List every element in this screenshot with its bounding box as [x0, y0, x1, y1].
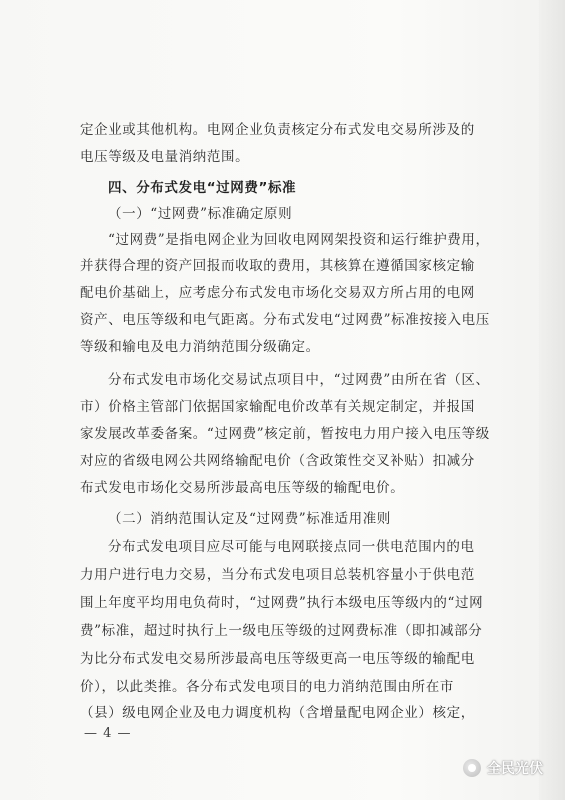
body-line: 家发展改革委备案。“过网费”核定前，暂按电力用户接入电压等级 [80, 426, 490, 442]
body-line: 定企业或其他机构。电网企业负责核定分布式发电交易所涉及的 [80, 122, 475, 138]
body-line: 分布式发电市场化交易试点项目中，“过网费”由所在省（区、 [108, 372, 490, 388]
body-line: 对应的省级电网公共网络输配电价（含政策性交叉补贴）扣减分 [80, 453, 475, 469]
watermark-text: 全民光伏 [487, 761, 543, 777]
subsection-heading: （二）消纳范围认定及“过网费”标准适用准则 [108, 511, 391, 527]
page-edge-shadow [539, 0, 565, 800]
body-line: 布式发电市场化交易所涉最高电压等级的输配电价。 [80, 480, 405, 496]
body-line: 市）价格主管部门依据国家输配电价改革有关规定制定，并报国 [80, 399, 475, 415]
body-line: 力用户进行电力交易，当分布式发电项目总装机容量小于供电范 [80, 567, 475, 583]
body-line: （县）级电网企业及电力调度机构（含增量配电网企业）核定， [80, 705, 475, 721]
body-line: 电压等级及电量消纳范围。 [80, 149, 250, 165]
body-line: 分布式发电项目应尽可能与电网联接点同一供电范围内的电 [108, 539, 475, 555]
body-line: 等级和输电及电力消纳范围分级确定。 [80, 339, 320, 355]
body-line: “过网费”是指电网企业为回收电网网架投资和运行维护费用， [108, 232, 490, 248]
wechat-icon [463, 759, 481, 777]
body-line: 资产、电压等级和电气距离。分布式发电“过网费”标准按接入电压 [80, 312, 490, 328]
page-number: — 4 — [84, 726, 132, 741]
body-line: 并获得合理的资产回报而收取的费用，其核算在遵循国家核定输 [80, 258, 475, 274]
body-line: 费”标准，超过时执行上一级电压等级的过网费标准（即扣减部分 [80, 623, 483, 639]
body-line: 围上年度平均用电负荷时，“过网费”执行本级电压等级内的“过网 [80, 595, 484, 611]
body-line: 为比分布式发电交易所涉最高电压等级更高一电压等级的输配电 [80, 651, 475, 667]
body-line: 价），以此类推。各分布式发电项目的电力消纳范围由所在市 [80, 679, 454, 695]
section-heading: 四、分布式发电“过网费”标准 [108, 180, 297, 196]
body-line: 配电价基础上，应考虑分布式发电市场化交易双方所占用的电网 [80, 285, 475, 301]
watermark [463, 758, 543, 778]
subsection-heading: （一）“过网费”标准确定原则 [108, 206, 293, 222]
